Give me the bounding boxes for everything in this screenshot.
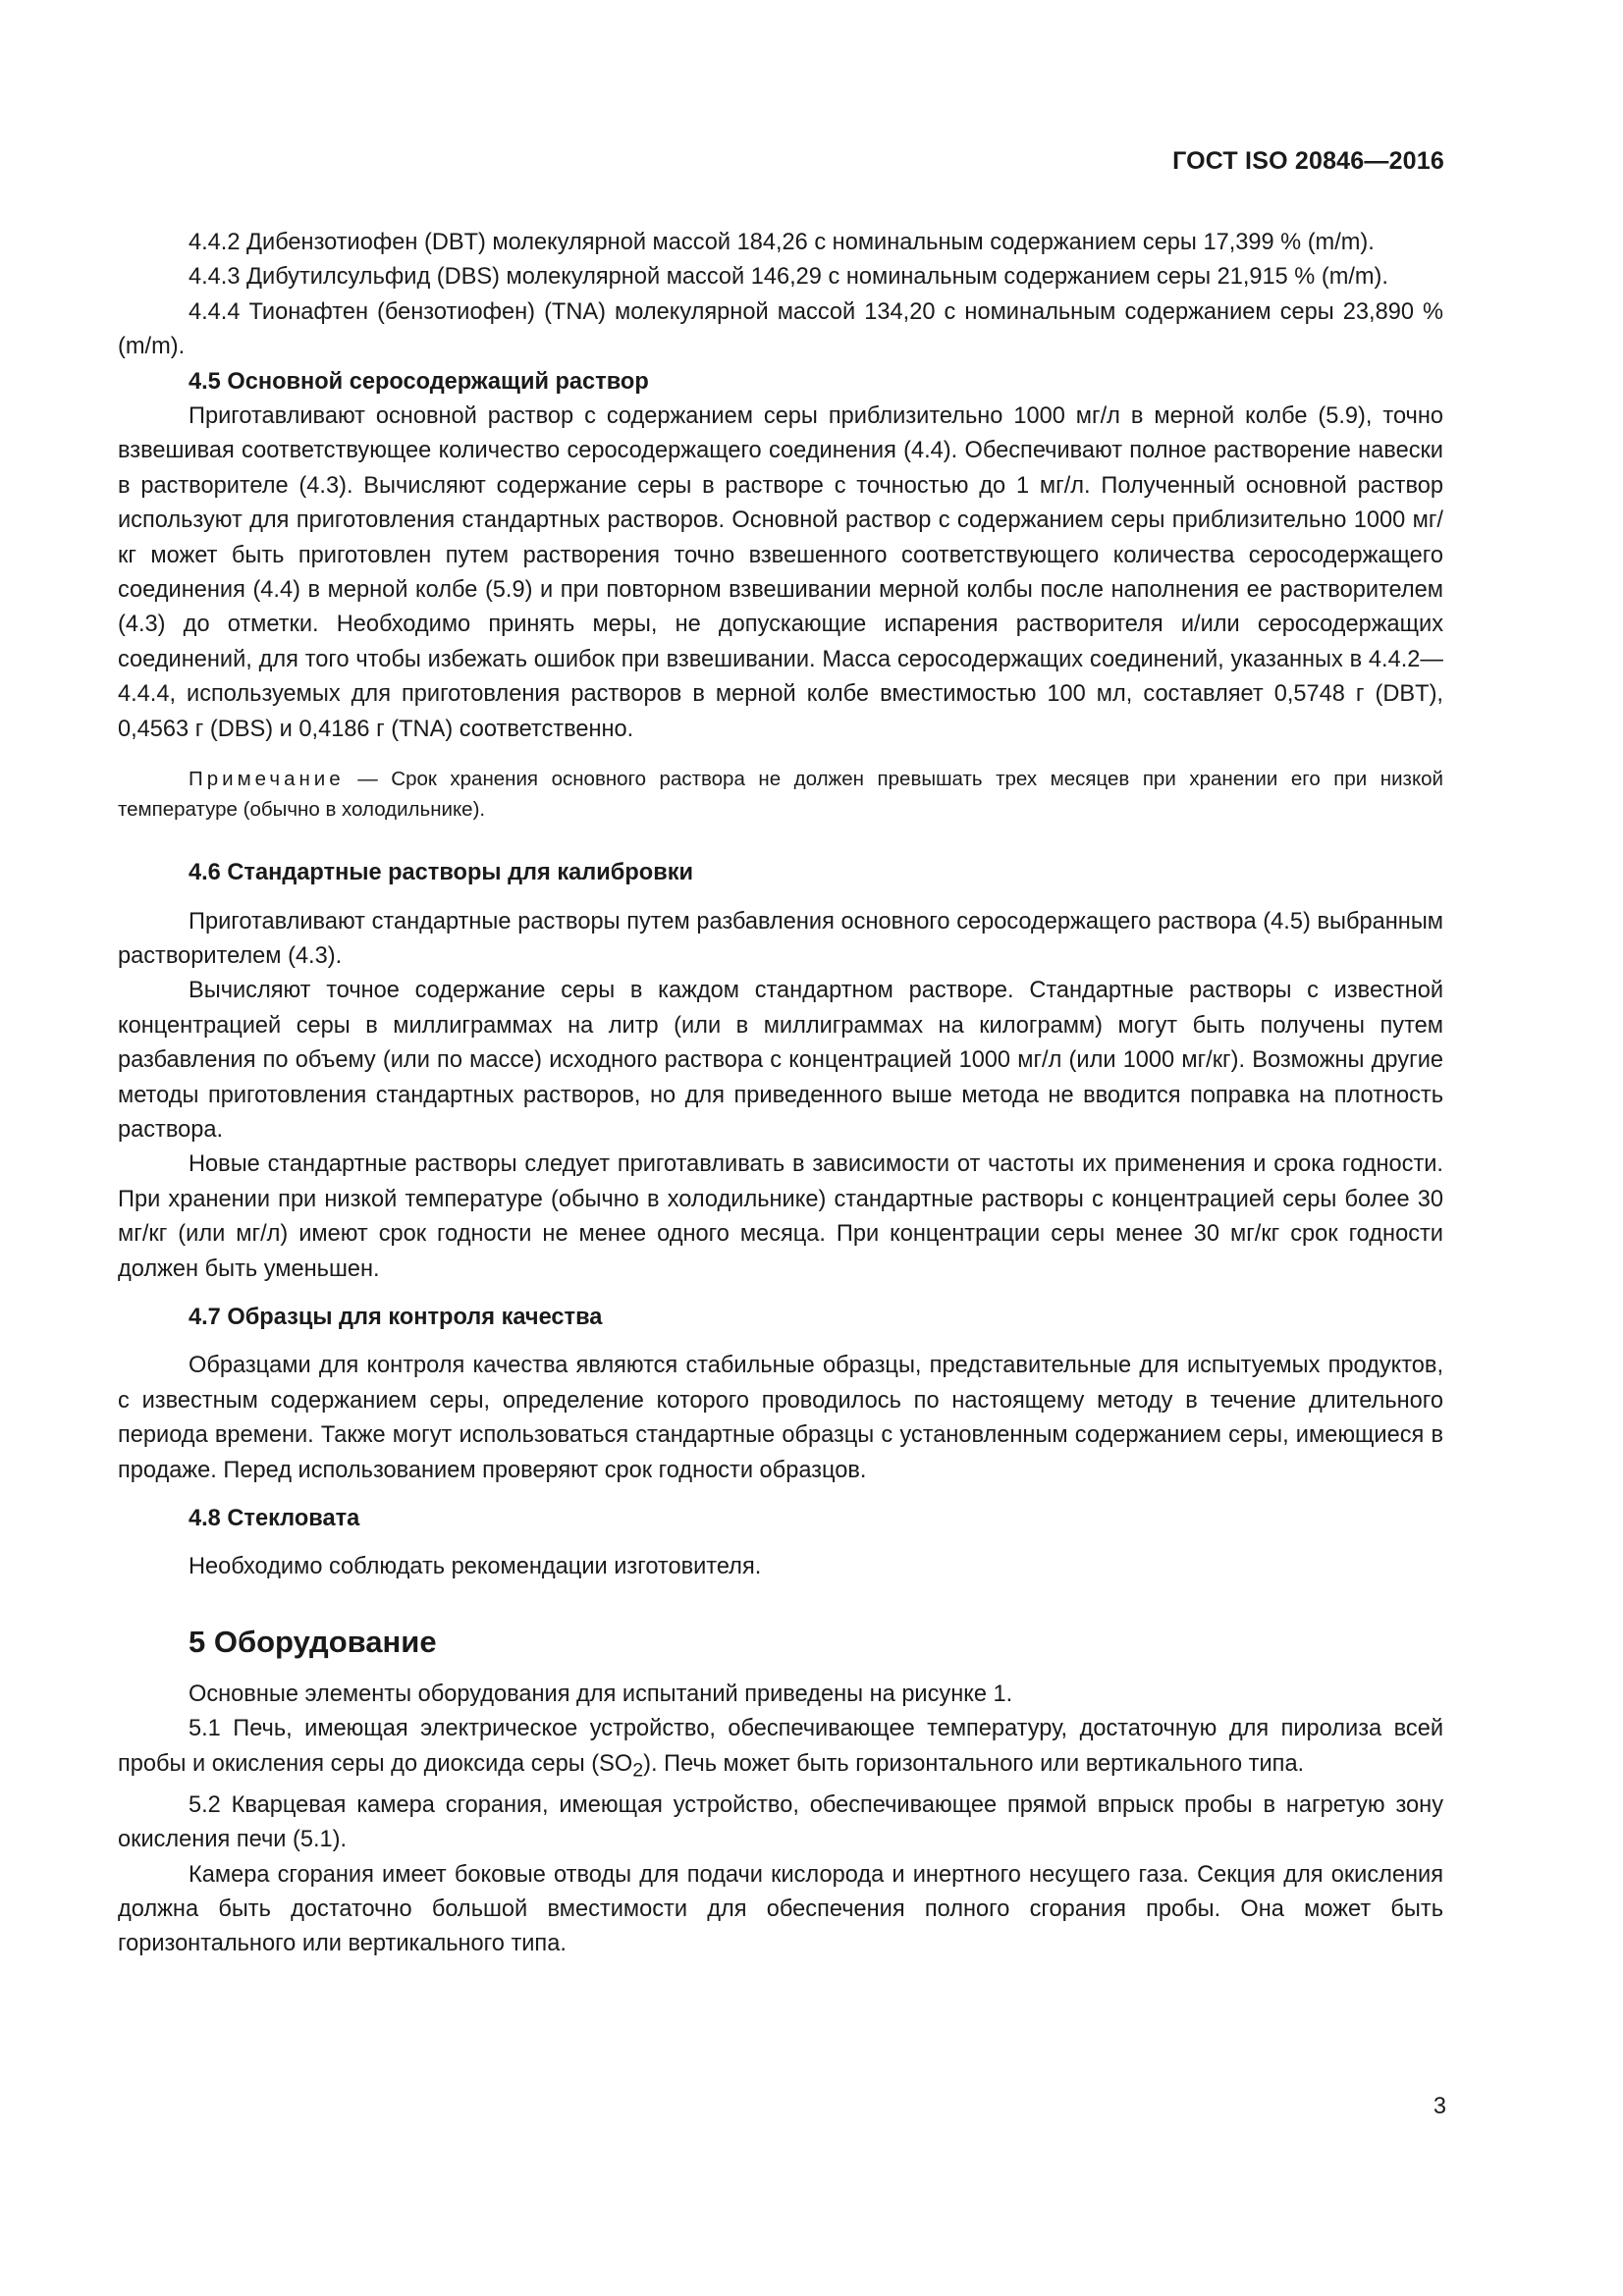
heading-4-6: 4.6 Стандартные растворы для калибровки [189,860,694,886]
paragraph-5-2-b: Камера сгорания имеет боковые отводы для подачи кислорода и инертного несущего газа. Секция для окисления должна быть достаточно большой вместимости для обеспечения полного сгорания пробы. Она может быть горизонтального или вертикального типа. [118,1861,1443,1957]
paragraph-4-6-a: Приготавливают стандартные растворы путем разбавления основного серосодержащего раствора (4.5) выбранным растворителем (4.3). [118,908,1443,969]
note-text: — Срок хранения основного раствора не должен превышать трех месяцев при хранении его при низкой температуре (обычно в холодильнике). [118,768,1443,822]
page-content [118,226,1443,1962]
paragraph-5-2: 5.2 Кварцевая камера сгорания, имеющая устройство, обеспечивающее прямой впрыск пробы в нагретую зону окисления печи (5.1). [118,1791,1443,1853]
section-heading-5: 5 Оборудование [189,1624,437,1659]
paragraph-5-1 [118,1712,1443,1789]
paragraph-4-8: Необходимо соблюдать рекомендации изготовителя. [189,1554,762,1580]
paragraph-5-1-text-a: 5.1 Печь, имеющая электрическое устройство, обеспечивающее температуру, достаточную для пиролиза всей пробы и окисления серы до диоксида серы (SO [118,1716,1443,1777]
paragraph-4-4-4: 4.4.4 Тионафтен (бензотиофен) (TNA) молекулярной массой 134,20 с номинальным содержанием серы 23,890 % (m/m). [118,298,1443,360]
paragraph-4-6-b: Вычисляют точное содержание серы в каждом стандартном растворе. Стандартные растворы с известной концентрацией серы в миллиграммах на литр (или в миллиграммах на килограмм) могут быть получены путем разбавления по объему (или по массе) исходного раствора с концентрацией 1000 мг/л (или 1000 мг/кг). Возможны другие методы приготовления стандартных растворов, но для приведенного выше метода не вводится поправка на плотность раствора. [118,978,1443,1143]
heading-4-5: 4.5 Основной серосодержащий раствор [189,368,649,395]
heading-4-8: 4.8 Стекловата [189,1506,360,1531]
paragraph-4-6-c: Новые стандартные растворы следует приготавливать в зависимости от частоты их применения и срока годности. При хранении при низкой температуре (обычно в холодильнике) стандартные растворы с концентрацией серы более 30 мг/кг (или мг/л) имеют срок годности не менее одного месяца. При концентрации серы менее 30 мг/кг срок годности должен быть уменьшен. [118,1151,1443,1282]
paragraph-4-7: Образцами для контроля качества являются стабильные образцы, представительные для испытуемых продуктов, с известным содержанием серы, определение которого проводилось по настоящему методу в течение длительного периода времени. Также могут использоваться стандартные образцы с установленным содержанием серы, имеющиеся в продаже. Перед использованием проверяют срок годности образцов. [118,1353,1443,1483]
paragraph-4-4-2: 4.4.2 Дибензотиофен (DBT) молекулярной массой 184,26 с номинальным содержанием серы 17,399 % (m/m). [189,230,1375,255]
paragraph-5-1-text-b: ). Печь может быть горизонтального или вертикального типа. [643,1750,1305,1777]
heading-4-7: 4.7 Образцы для контроля качества [189,1304,603,1330]
so2-subscript: 2 [632,1759,644,1782]
page-number: 3 [1433,2094,1446,2119]
note [118,764,1443,825]
note-label: Примечание [189,768,345,791]
paragraph-4-4-3: 4.4.3 Дибутилсульфид (DBS) молекулярной массой 146,29 с номинальным содержанием серы 21,915 % (m/m). [189,264,1388,291]
running-header: ГОСТ ISO 20846—2016 [1172,147,1444,175]
paragraph-4-5: Приготавливают основной раствор с содержанием серы приблизительно 1000 мг/л в мерной колбе (5.9), точно взвешивая соответствующее количество серосодержащего соединения (4.4). Обеспечивают полное растворение навески в растворителе (4.3). Вычисляют содержание серы в растворе с точностью до 1 мг/л. Полученный основной раствор используют для приготовления стандартных растворов. Основной раствор с содержанием серы приблизительно 1000 мг/кг может быть приготовлен путем растворения точно взвешенного соответствующего количества серосодержащего соединения (4.4) в мерной колбе (5.9) и при повторном взвешивании мерной колбы после наполнения ее растворителем (4.3) до отметки. Необходимо принять меры, не допускающие испарения растворителя и/или серосодержащих соединений, для того чтобы избежать ошибок при взвешивании. Масса серосодержащих соединений, указанных в 4.4.2—4.4.4, используемых для приготовления растворов в мерной колбе вместимостью 100 мл, составляет 0,5748 г (DBT), 0,4563 г (DBS) и 0,4186 г (TNA) соответственно. [118,403,1443,742]
paragraph-5-intro: Основные элементы оборудования для испытаний приведены на рисунке 1. [189,1681,1013,1707]
